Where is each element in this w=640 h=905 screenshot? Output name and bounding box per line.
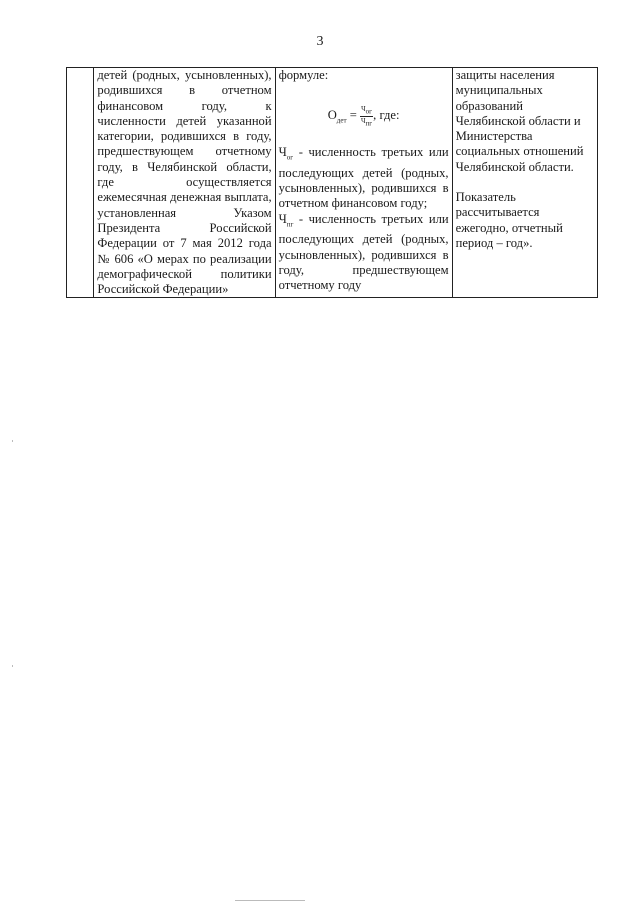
scan-artifact: [12, 440, 13, 442]
formula-denominator: $Ч_{пг}$: [360, 116, 373, 128]
calculation-method-cell: [275, 68, 452, 298]
number-cell: [67, 68, 94, 298]
indicator-table: [66, 67, 598, 298]
scan-artifact: [12, 665, 13, 667]
periodicity-text: Показатель рассчитывается ежегодно, отчетный период – год».: [455, 190, 563, 250]
indicator-description: детей (родных, усыновленных), родившихся в отчетном финансовом году, к численности детей указанной категории, родившихся в году, предшествующем отчетному году, в Челябинской области, где осуществляется ежемесячная денежная выплата, установленная Указом Президента Российской Федерации от 7 мая 2012 года № 606 «О мерах по реализации демографической политики Российской Федерации»: [97, 68, 272, 297]
definition-current-year: $Ч_{ог}$ - численность третьих или последующих детей (родных, усыновленных), родившихся в отчетном финансовом году;: [278, 144, 449, 211]
formula-equals: =: [349, 108, 357, 123]
scan-artifact: [235, 900, 305, 901]
formula-lhs-sub: дет: [336, 116, 347, 125]
formula-tail: , где:: [373, 108, 400, 123]
table-row: [67, 68, 598, 298]
formula-fraction: [360, 105, 373, 127]
definition-previous-year: $Ч_{пг}$ - численность третьих или последующих детей (родных, усыновленных), родившихся в году, предшествующем отчетному году: [278, 211, 449, 293]
page-number: 3: [316, 34, 324, 49]
formula: [279, 105, 449, 129]
formula-intro: формуле:: [278, 68, 329, 82]
formula-numerator: $Ч_{ог}$: [361, 105, 373, 116]
formula-lhs: О: [327, 108, 337, 123]
indicator-description-cell: [94, 68, 275, 298]
data-source-text: защиты населения муниципальных образований Челябинской области и Министерства социальных отношений Челябинской области.: [455, 68, 584, 174]
data-source-cell: [452, 68, 597, 298]
